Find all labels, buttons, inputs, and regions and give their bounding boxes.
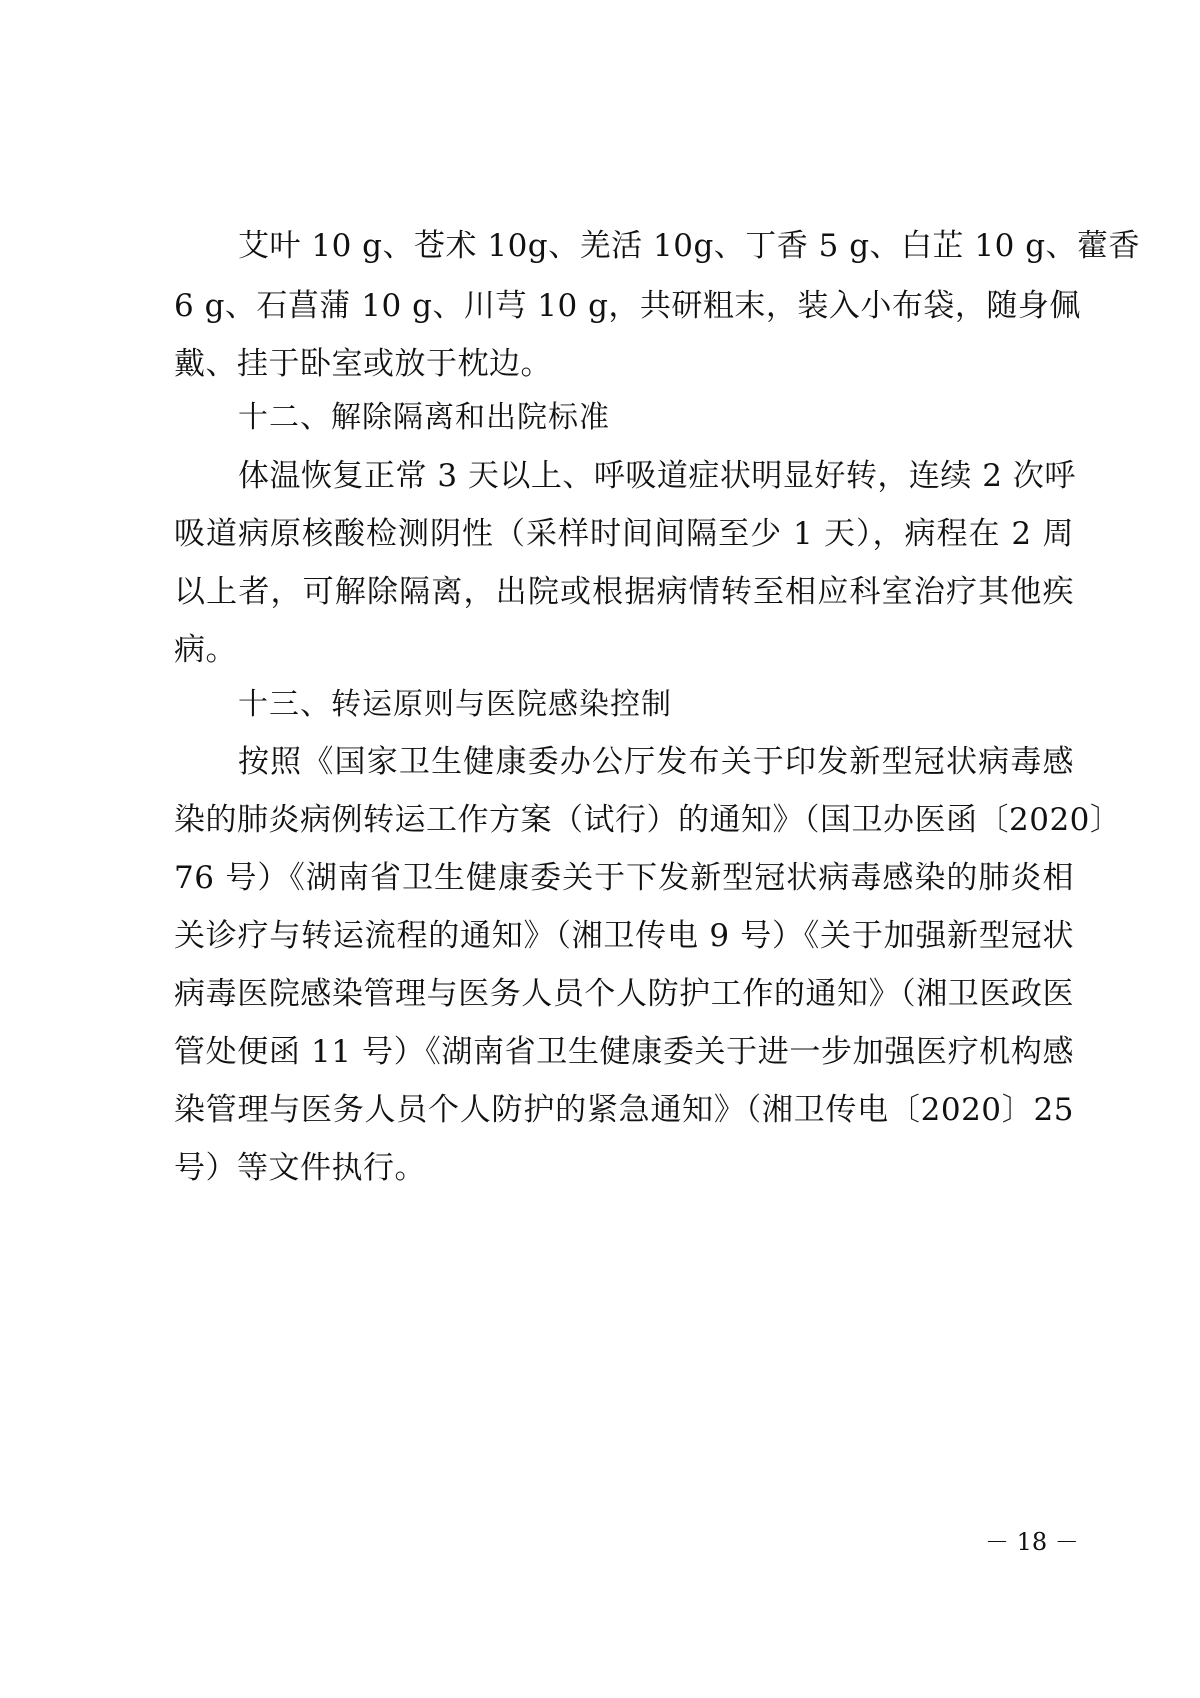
section-heading-12: 十二、解除隔离和出院标准 [238,400,610,435]
paragraph-line: 染的肺炎病例转运工作方案（试行）的通知》（国卫办医函〔2020〕 [174,802,1122,838]
paragraph-line: 艾叶 10 g、苍术 10g、羌活 10g、丁香 5 g、白芷 10 g、藿香 [238,228,1141,264]
section-heading-13: 十三、转运原则与医院感染控制 [238,687,672,722]
page-number: － 18 － [985,1528,1079,1556]
paragraph-line: 以上者，可解除隔离，出院或根据病情转至相应科室治疗其他疾 [174,574,1074,610]
paragraph-line: 体温恢复正常 3 天以上、呼吸道症状明显好转，连续 2 次呼 [238,458,1076,494]
paragraph-line: 6 g、石菖蒲 10 g、川芎 10 g，共研粗末，装入小布袋，随身佩 [174,288,1081,324]
paragraph-line: 号）等文件执行。 [174,1150,426,1186]
paragraph-line: 病。 [174,632,237,668]
paragraph-line: 关诊疗与转运流程的通知》（湘卫传电 9 号）《关于加强新型冠状 [174,918,1074,954]
paragraph-line: 病毒医院感染管理与医务人员个人防护工作的通知》（湘卫医政医 [174,976,1074,1012]
paragraph-line: 染管理与医务人员个人防护的紧急通知》（湘卫传电〔2020〕25 [174,1092,1074,1128]
paragraph-line: 管处便函 11 号）《湖南省卫生健康委关于进一步加强医疗机构感 [174,1034,1074,1070]
paragraph-line: 吸道病原核酸检测阴性（采样时间间隔至少 1 天），病程在 2 周 [174,516,1074,552]
paragraph-line: 76 号）《湖南省卫生健康委关于下发新型冠状病毒感染的肺炎相 [174,860,1074,896]
paragraph-line: 戴、挂于卧室或放于枕边。 [174,346,552,382]
paragraph-line: 按照《国家卫生健康委办公厅发布关于印发新型冠状病毒感 [238,744,1074,780]
